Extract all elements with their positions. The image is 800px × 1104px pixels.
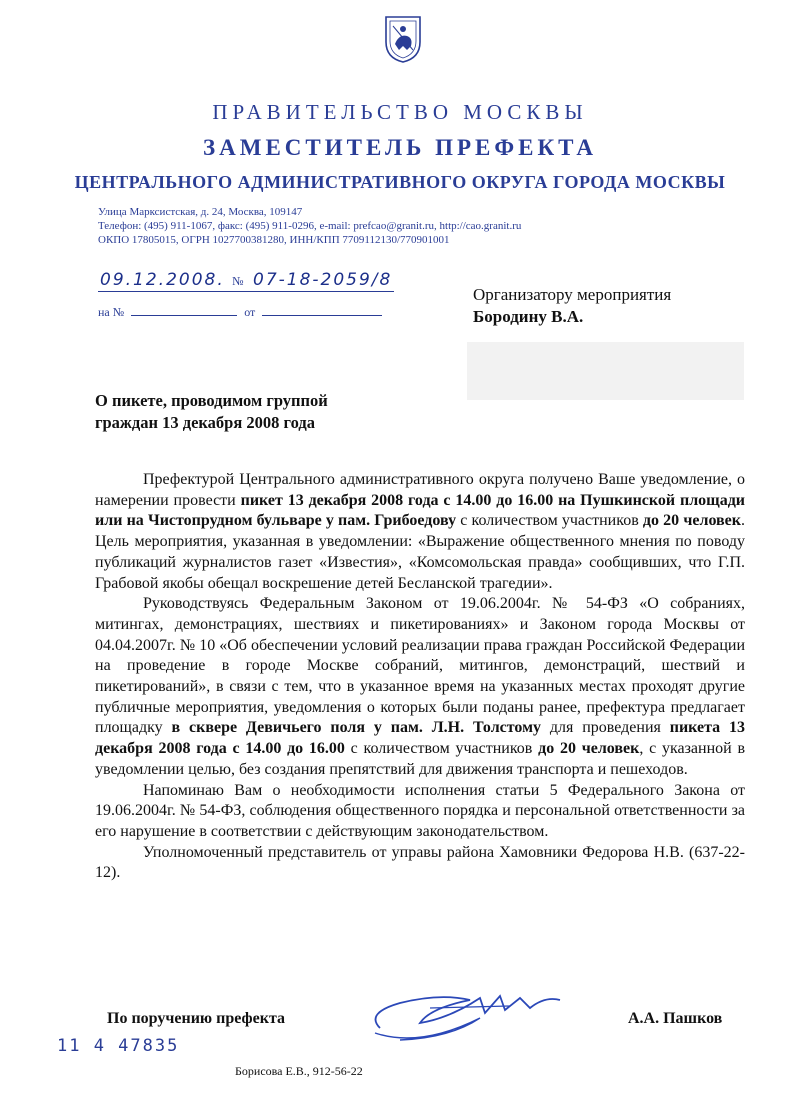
letter-body <box>95 470 745 884</box>
district-title: ЦЕНТРАЛЬНОГО АДМИНИСТРАТИВНОГО ОКРУГА ГОРОДА МОСКВЫ <box>74 172 726 192</box>
registration-date: 09.12.2008. <box>100 270 225 290</box>
body-paragraph-4: Уполномоченный представитель от управы района Хамовники Федорова Н.В. (637-22-12). <box>95 843 745 882</box>
deputy-prefect-title: ЗАМЕСТИТЕЛЬ ПРЕФЕКТА <box>203 135 597 160</box>
p1-bold-event: пикет 13 декабря 2008 года с 14.00 до 16.00 на Пушкинской площади или на Чистопрудном бульваре у пам. Грибоедову <box>95 491 746 530</box>
body-paragraph-2 <box>95 594 745 780</box>
registration-underline <box>98 291 394 292</box>
reference-line <box>98 305 382 320</box>
p1-bold-count: до 20 человек <box>642 512 742 530</box>
letterhead-address: Улица Марксистская, д. 24, Москва, 109147 <box>98 206 303 218</box>
p1-text-c: с количеством участников <box>456 512 643 530</box>
p2-bold-count: до 20 человек <box>538 740 640 758</box>
subject-line-1: О пикете, проводимом группой <box>95 391 328 410</box>
signer-name: А.А. Пашков <box>628 1010 723 1027</box>
signoff-text: По поручению префекта <box>107 1010 285 1027</box>
registration-line <box>100 270 392 290</box>
p2-bold-place: в сквере Девичьего поля у пам. Л.Н. Толстому <box>171 719 542 737</box>
letter-subject <box>95 390 415 434</box>
reference-label: на № <box>98 305 125 319</box>
letterhead-phones: Телефон: (495) 911-1067, факс: (495) 911-0296, e-mail: prefcao@granit.ru, http://cao.granit.ru <box>98 220 522 232</box>
stamp-number: 11 4 47835 <box>57 1036 180 1056</box>
from-blank <box>262 315 382 316</box>
p2-text-a: Руководствуясь Федеральным Законом от 19.06.2004г. № 54-ФЗ «О собраниях, митингах, демонстрациях, шествиях и пикетированиях» и Законом города Москвы от 04.04.2007г. № 10 «Об обеспечении условий реализации права граждан Российской Федерации на проведение в городе Москве собраний, митингов, демонстраций, шествий и пикетирований», в связи с тем, что в указанное время на указанных местах проходят другие публичные мероприятия, уведомления о которых были поданы ранее, префектура предлагает площадку <box>95 595 745 737</box>
addressee-block <box>473 284 671 328</box>
moscow-coat-of-arms-icon <box>383 14 423 64</box>
handwritten-signature <box>360 978 570 1048</box>
addressee-role: Организатору мероприятия <box>473 285 672 304</box>
p1-text-e: . Цель мероприятия, указанная в уведомлении: «Выражение общественного мнения по поводу публикаций журналистов газет «Известия», «Комсомольская правда» сообщивших, что Г.П. Грабовой якобы обещал воскрешение детей Бесланской трагедии». <box>95 512 746 592</box>
p2-bold-event: пикета 13 декабря 2008 года с 14.00 до 16.00 <box>95 719 746 758</box>
from-label: от <box>244 305 256 319</box>
p1-text-a: Префектурой Центрального административного округа получено Ваше уведомление, о намерении провести <box>95 471 745 509</box>
redacted-area <box>467 342 744 400</box>
government-title: ПРАВИТЕЛЬСТВО МОСКВЫ <box>212 100 588 124</box>
body-paragraph-1 <box>95 470 745 594</box>
p2-text-g: , с указанной в уведомлении целью, без создания препятствий для движения транспорта и пешеходов. <box>95 740 746 778</box>
reference-blank <box>131 315 237 316</box>
subject-line-2: граждан 13 декабря 2008 года <box>95 413 315 432</box>
addressee-name: Бородину В.А. <box>473 307 584 326</box>
body-paragraph-3: Напоминаю Вам о необходимости исполнения статьи 5 Федерального Закона от 19.06.2004г. № 54-ФЗ, соблюдения общественного порядка и персональной ответственности за его нарушение в соответствии с действующим законодательством. <box>95 781 745 840</box>
executor-contact: Борисова Е.В., 912-56-22 <box>235 1064 363 1078</box>
registration-number-label: № <box>232 274 246 288</box>
p2-text-c: для проведения <box>541 719 670 737</box>
letterhead-codes: ОКПО 17805015, ОГРН 1027700381280, ИНН/КПП 7709112130/770901001 <box>98 234 450 246</box>
p2-text-e: с количеством участников <box>344 740 539 758</box>
registration-number: 07-18-2059/8 <box>253 270 393 290</box>
